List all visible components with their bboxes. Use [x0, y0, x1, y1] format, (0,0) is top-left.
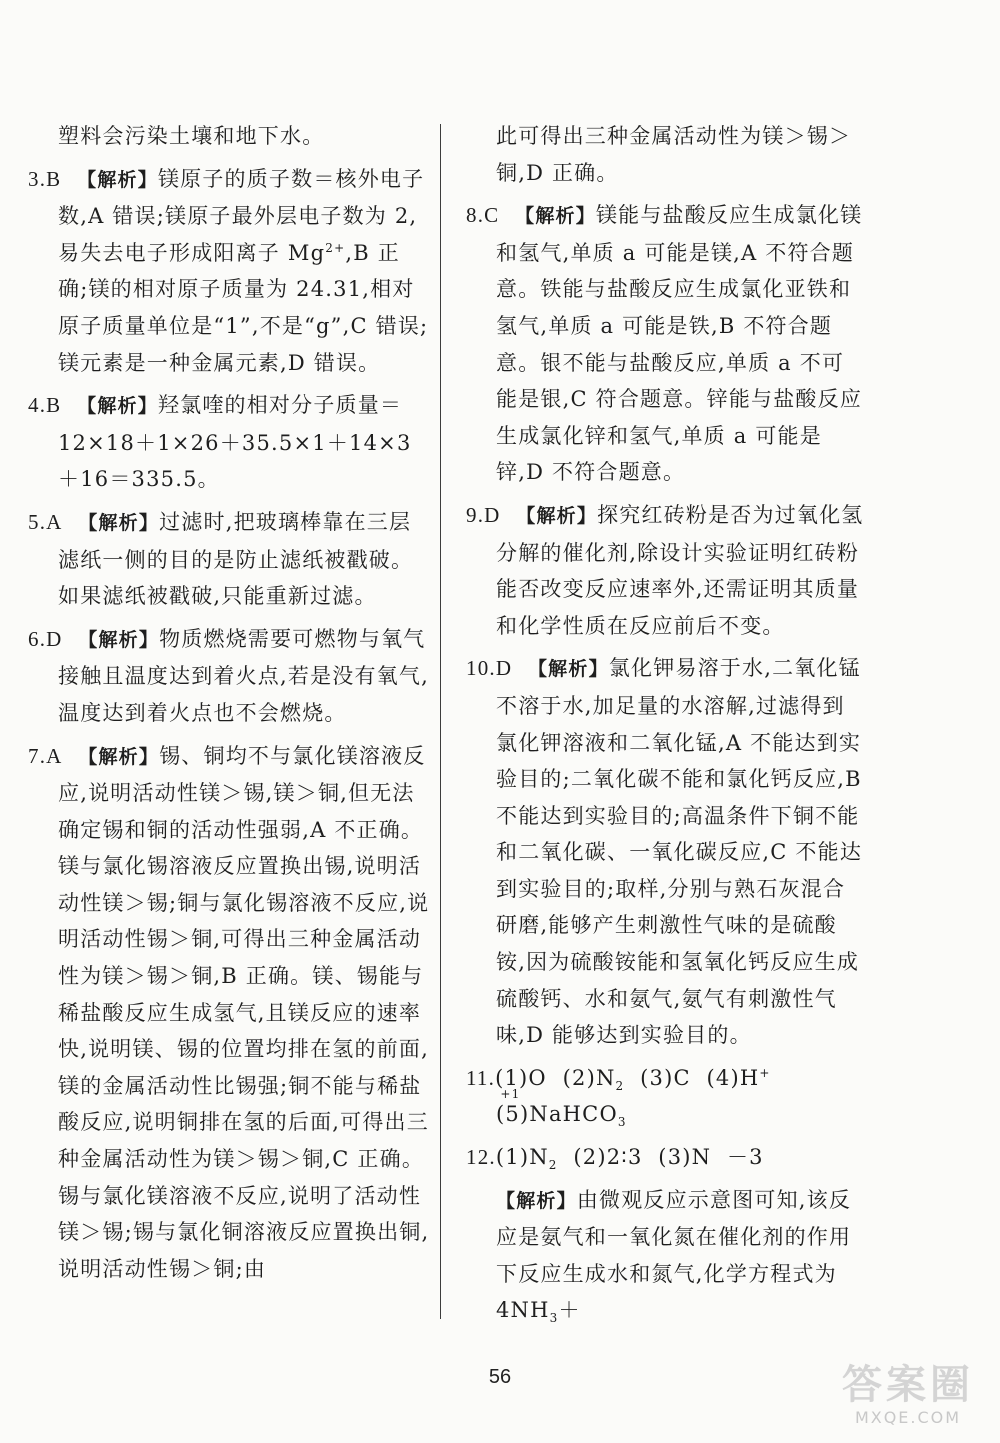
analysis-tag: 【解析】 — [515, 205, 596, 228]
answer-8 — [466, 197, 866, 491]
watermark-logo — [828, 1362, 988, 1438]
answer-7 — [28, 738, 430, 1288]
answer-part: (5) — [496, 1102, 530, 1127]
answer-part: (1)O — [495, 1065, 547, 1090]
answer-12 — [466, 1139, 866, 1176]
analysis-text: 由微观反应示意图可知,该反应是氨气和一氧化氮在催化剂的作用下反应生成水和氮气,化学方程式为 4NH — [496, 1187, 852, 1323]
continuation-text: 塑料会污染土壤和地下水。 — [58, 124, 325, 148]
answer-part: －3 — [726, 1145, 764, 1170]
analysis-tag: 【解析】 — [496, 1189, 577, 1212]
answer-11 — [466, 1060, 866, 1133]
answer-part: (1)N — [495, 1145, 549, 1170]
answer-4 — [28, 387, 430, 498]
answer-number: 5.A — [28, 509, 63, 534]
answer-10 — [466, 650, 866, 1054]
right-column — [466, 118, 866, 1335]
analysis-text: 探究红砖粉是否为过氧化氢分解的催化剂,除设计实验证明红砖粉能否改变反应速率外,还需证明其质量和化学性质在反应前后不变。 — [496, 502, 864, 638]
superscript: 2+ — [325, 240, 346, 255]
answer-number: 11. — [466, 1065, 496, 1090]
answer-12-analysis — [466, 1182, 866, 1329]
subscript: 3 — [617, 1115, 627, 1130]
subscript: 2 — [615, 1079, 625, 1094]
answer-number: 6.D — [28, 626, 63, 651]
analysis-tag: 【解析】 — [78, 745, 160, 768]
answer-part: (3)C — [640, 1065, 691, 1090]
answer-number: 12. — [466, 1145, 496, 1170]
analysis-text: 镁原子的质子数＝核外电子数,A 错误;镁原子最外层电子数为 2,易失去电子形成阳离子 Mg — [58, 166, 425, 265]
analysis-tag: 【解析】 — [77, 395, 158, 418]
analysis-text: ,B 正确;镁的相对原子质量为 24.31,相对原子质量单位是“1”,不是“g”,C 错误;镁元素是一种金属元素,D 错误。 — [58, 240, 429, 375]
page-number: 56 — [488, 1366, 512, 1388]
answer-number: 3.B — [28, 166, 62, 191]
left-column — [28, 118, 430, 1293]
analysis-tag: 【解析】 — [516, 504, 598, 527]
answer-part: aHCO — [548, 1102, 618, 1127]
valence-mark: +1 N — [500, 1087, 549, 1127]
answer-9 — [466, 497, 866, 644]
answer-part: (3)N — [658, 1145, 712, 1170]
answer-number: 9.D — [466, 502, 501, 527]
answer-part: (2)N — [562, 1065, 616, 1090]
analysis-text: 锡、铜均不与氯化镁溶液反应,说明活动性镁＞锡,镁＞铜,但无法确定锡和铜的活动性强弱,A 不正确。镁与氯化锡溶液反应置换出锡,说明活动性镁＞锡;铜与氯化锡溶液不反应,说明活动性锡＞铜,可得出三种金属活动性为镁＞锡＞铜,B 正确。镁、锡能与稀盐酸反应生成氢气,且镁反应的速率快,说明镁、锡的位置均排在氢的前面,镁的金属活动性比锡强;铜不能与稀盐酸反应,说明铜排在氢的后面,可得出三种金属活动性为镁＞锡＞铜,C 正确。锡与氯化镁溶液不反应,说明了活动性镁＞锡;锡与氯化铜溶液反应置换出铜,说明活动性锡＞铜;由 — [58, 743, 430, 1281]
analysis-tag: 【解析】 — [527, 658, 609, 681]
answer-6 — [28, 621, 430, 732]
analysis-tag: 【解析】 — [78, 511, 160, 534]
answer-5 — [28, 504, 430, 615]
analysis-tag: 【解析】 — [77, 168, 158, 191]
element-symbol: N — [529, 1102, 549, 1127]
subscript: 3 — [549, 1311, 559, 1326]
answer-number: 10.D — [466, 656, 513, 681]
answer-part: (4)H — [706, 1065, 760, 1090]
answer-number: 8.C — [466, 203, 500, 228]
watermark-url: MXQE.COM — [854, 1408, 962, 1427]
column-divider — [440, 124, 441, 1319]
answer-3 — [28, 161, 430, 382]
analysis-text: 羟氯喹的相对分子质量＝12×18＋1×26＋35.5×1＋14×3＋16＝335.5。 — [58, 393, 412, 492]
analysis-text: 物质燃烧需要可燃物与氧气接触且温度达到着火点,若是没有氧气,温度达到着火点也不会燃烧。 — [58, 626, 429, 725]
analysis-text: ＋ — [558, 1298, 581, 1323]
analysis-text: 氯化钾易溶于水,二氧化锰不溶于水,加足量的水溶解,过滤得到氯化钾溶液和二氧化锰,A 不能达到实验目的;二氧化碳不能和氯化钙反应,B 不能达到实验目的;高温条件下铜不能和二氧化碳、一氧化碳反应,C 不能达到实验目的;取样,分别与熟石灰混合研磨,能够产生刺激性气味的是硫酸铵,因为硫酸铵能和氢氧化钙反应生成硫酸钙、水和氨气,氨气有刺激性气味,D 能够达到实验目的。 — [496, 656, 863, 1048]
answer-part: (2)2∶3 — [573, 1145, 643, 1170]
analysis-text: 过滤时,把玻璃棒靠在三层滤纸一侧的目的是防止滤纸被戳破。如果滤纸被戳破,只能重新过滤。 — [58, 509, 414, 609]
continuation-text: 此可得出三种金属活动性为镁＞锡＞铜,D 正确。 — [496, 124, 852, 185]
superscript: + — [759, 1065, 771, 1080]
analysis-tag: 【解析】 — [78, 628, 160, 651]
watermark-title: 答案圈 — [842, 1362, 974, 1408]
answer-number: 4.B — [28, 393, 62, 418]
answer-number: 7.A — [28, 743, 63, 768]
analysis-text: 镁能与盐酸反应生成氯化镁和氢气,单质 a 可能是镁,A 不符合题意。铁能与盐酸反应生成氯化亚铁和氢气,单质 a 可能是铁,B 不符合题意。银不能与盐酸反应,单质 a 不可能是银,C 符合题意。锌能与盐酸反应生成氯化锌和氢气,单质 a 可能是锌,D 不符合题意。 — [496, 203, 863, 485]
subscript: 2 — [548, 1158, 558, 1173]
